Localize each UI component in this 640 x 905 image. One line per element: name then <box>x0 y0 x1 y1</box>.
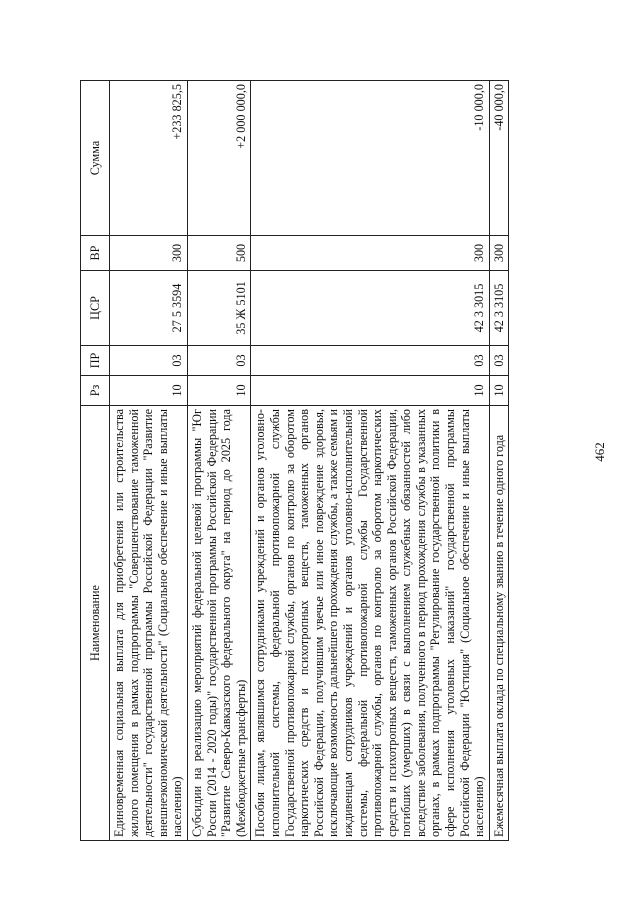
row-vr: 300 <box>489 236 509 271</box>
table-row <box>110 81 188 841</box>
row-pr: 03 <box>251 346 490 376</box>
header-csr: ЦСР <box>81 271 110 346</box>
row-name: Ежемесячная выплата оклада по специальному званию в течение одного года <box>489 406 509 841</box>
row-rz: 10 <box>489 376 509 406</box>
row-csr: 42 3 3015 <box>251 271 490 346</box>
page-number: 462 <box>592 442 607 462</box>
row-vr: 300 <box>251 236 490 271</box>
row-pr: 03 <box>187 346 250 376</box>
header-pr: ПР <box>81 346 110 376</box>
table-header-row <box>81 81 110 841</box>
row-rz: 10 <box>187 376 250 406</box>
row-sum: +2 000 000,0 <box>187 81 250 236</box>
row-rz: 10 <box>251 376 490 406</box>
row-sum: +233 825,5 <box>110 81 188 236</box>
row-rz: 10 <box>110 376 188 406</box>
header-rz: Рз <box>81 376 110 406</box>
row-sum: -10 000,0 <box>251 81 490 236</box>
table-row <box>251 81 490 841</box>
header-sum: Сумма <box>81 81 110 236</box>
row-pr: 03 <box>489 346 509 376</box>
header-vr: ВР <box>81 236 110 271</box>
row-name: Единовременная социальная выплата для приобретения или строительства жилого помещения в рамках подпрограммы "Совершенствование таможенной деятельности" государственной программы Российской Федерации "Развитие внешнеэкономической деятельности" (Социальное обеспечение и иные выплаты населению) <box>110 406 188 841</box>
row-vr: 500 <box>187 236 250 271</box>
row-vr: 300 <box>110 236 188 271</box>
rotated-document <box>80 81 600 841</box>
header-name: Наименование <box>81 406 110 841</box>
table-row <box>489 81 509 841</box>
row-csr: 27 5 3594 <box>110 271 188 346</box>
row-csr: 42 3 3105 <box>489 271 509 346</box>
row-csr: 35 Ж 5101 <box>187 271 250 346</box>
row-name: Пособия лицам, являвшимся сотрудниками учреждений и органов уголовно-исполнительной системы, федеральной противопожарной службы Государственной противопожарной службы, органов по контролю за оборотом наркотических средств и психотропных веществ, таможенных органов Российской Федерации, получившим увечье или иное повреждение здоровья, исключающие возможность дальнейшего прохождения службы, а также семьям и иждивенцам сотрудников учреждений и органов уголовно-исполнительной системы, федеральной противопожарной службы Государственной противопожарной службы, органов по контролю за оборотом наркотических средств и психотропных веществ, таможенных органов Российской Федерации, погибших (умерших) в связи с выполнением служебных обязанностей либо вследствие заболевания, полученного в период прохождения службы в указанных органах, в рамках подпрограммы "Регулирование государственной политики в сфере исполнения уголовных наказаний" государственной программы Российской Федерации "Юстиция" (Социальное обеспечение и иные выплаты населению) <box>251 406 490 841</box>
table-row <box>187 81 250 841</box>
row-pr: 03 <box>110 346 188 376</box>
row-name: Субсидии на реализацию мероприятий федеральной целевой программы "Юг России (2014 - 2020 годы)" государственной программы Российской Федерации "Развитие Северо-Кавказского федерального округа" на период до 2025 года (Межбюджетные трансферты) <box>187 406 250 841</box>
budget-table <box>80 80 509 841</box>
row-sum: -40 000,0 <box>489 81 509 236</box>
